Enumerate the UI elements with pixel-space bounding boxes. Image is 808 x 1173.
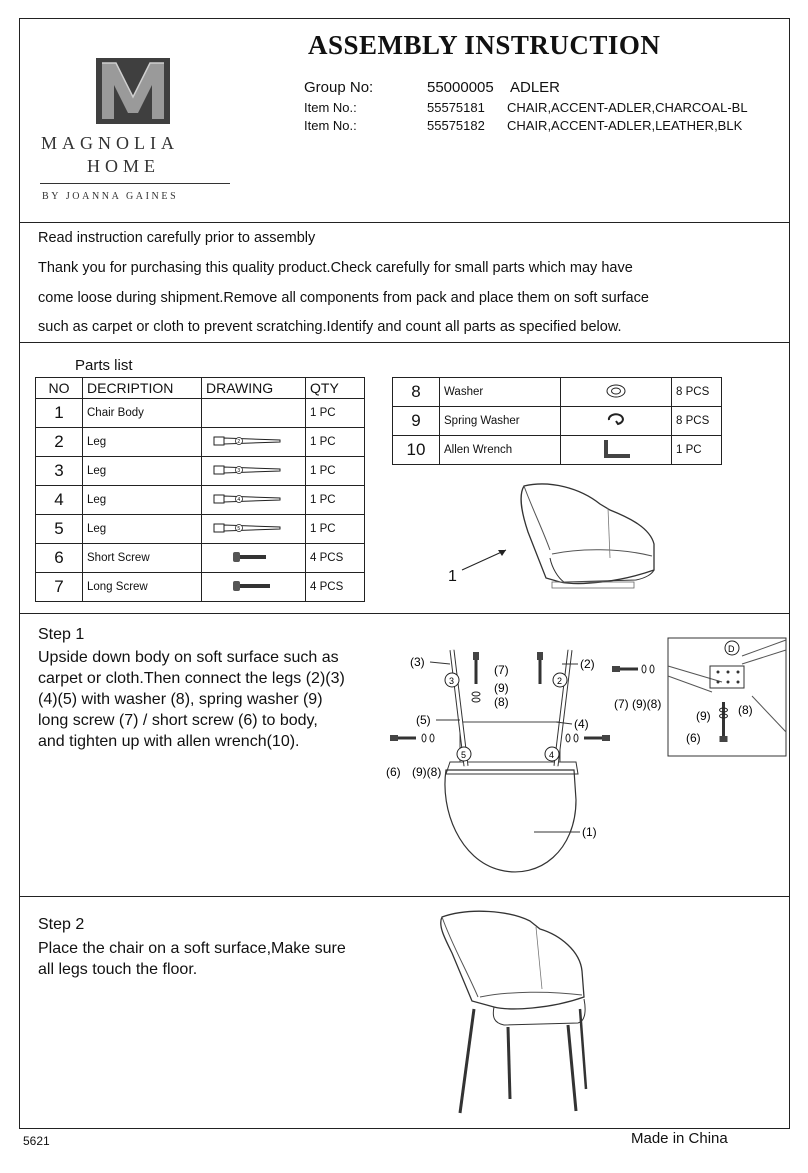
part-qty: 4 PCS [306,544,365,573]
part-desc: Chair Body [83,399,202,428]
label-1: (1) [582,825,597,839]
logo-line3: BY JOANNA GAINES [42,191,179,202]
item-desc-1: CHAIR,ACCENT-ADLER,CHARCOAL-BL [507,100,748,115]
table-row [36,573,365,602]
parts-table-left [35,377,365,602]
item-number-2: 55575182 [427,118,485,133]
part-drawing [202,428,306,457]
detail-d-illustration [612,636,790,760]
label-8: (8) [494,695,509,709]
table-row [36,515,365,544]
item-label-1: Item No.: [304,100,357,115]
label-6-left: (6) [386,765,401,779]
part-qty: 1 PC [306,515,365,544]
leg-icon [206,521,286,535]
label-3: (3) [410,655,425,669]
intro-line-2: Thank you for purchasing this quality product.Check carefully for small parts which may have [38,260,633,276]
part-drawing [202,486,306,515]
label-5: (5) [416,713,431,727]
table-row [36,544,365,573]
col-no: NO [36,378,83,399]
leg-mark: 3 [237,467,241,474]
part-drawing [561,378,672,407]
leg-mark: 5 [237,525,241,532]
label-9-8-left: (9)(8) [412,765,442,779]
part-no: 7 [36,573,83,602]
spring-washer-icon [604,412,628,428]
step1-line-3: (4)(5) with washer (8), spring washer (9) [38,691,323,708]
part-desc: Leg [83,428,202,457]
item-desc-2: CHAIR,ACCENT-ADLER,LEATHER,BLK [507,118,743,133]
part-drawing [202,544,306,573]
part-no: 2 [36,428,83,457]
part-drawing [561,407,672,436]
col-description: DECRIPTION [83,378,202,399]
step2-title: Step 2 [38,916,85,933]
divider-header [19,222,790,223]
circle-d: D [728,644,735,654]
col-drawing: DRAWING [202,378,306,399]
label-2: (2) [580,657,595,671]
leg-icon [206,434,286,448]
assembled-chair-illustration [430,905,600,1125]
group-number: 55000005 [427,79,494,96]
part-drawing [202,399,306,428]
chair-body-illustration [440,478,670,598]
col-qty: QTY [306,378,365,399]
table-row [393,436,722,465]
step2-line-2: all legs touch the floor. [38,961,198,978]
part-qty: 1 PC [306,457,365,486]
part-no: 9 [393,407,440,436]
part-no: 6 [36,544,83,573]
part-qty: 8 PCS [672,407,722,436]
part-no: 8 [393,378,440,407]
part-no: 1 [36,399,83,428]
part-drawing [202,573,306,602]
circle-2: 2 [557,676,563,686]
part-desc: Leg [83,515,202,544]
washer-icon [604,383,628,399]
intro-line-4: such as carpet or cloth to prevent scratching.Identify and count all parts as specified below. [38,319,622,335]
intro-line-1: Read instruction carefully prior to assembly [38,230,316,246]
label-4: (4) [574,717,589,731]
step1-line-2: carpet or cloth.Then connect the legs (2)(3) [38,670,345,687]
table-row [36,486,365,515]
parts-heading: Parts list [75,357,133,374]
part-qty: 4 PCS [306,573,365,602]
divider-parts [19,613,790,614]
part-drawing [561,436,672,465]
logo-line2: HOME [87,156,160,176]
page-title: ASSEMBLY INSTRUCTION [308,30,661,60]
label-9: (9) [494,681,509,695]
item-label-2: Item No.: [304,118,357,133]
parts-table-right [392,377,722,465]
leg-icon [206,463,286,477]
part-drawing [202,515,306,544]
divider-intro [19,342,790,343]
table-row [36,457,365,486]
step1-line-4: long screw (7) / short screw (6) to body, [38,712,318,729]
part-desc: Allen Wrench [440,436,561,465]
table-row [36,428,365,457]
label-7: (7) [494,663,509,677]
divider-step1 [19,896,790,897]
intro-line-3: come loose during shipment.Remove all components from pack and place them on soft surface [38,290,649,306]
circle-4: 4 [549,750,555,760]
step1-line-1: Upside down body on soft surface such as [38,649,339,666]
part-no: 4 [36,486,83,515]
group-name: ADLER [510,79,561,96]
part-desc: Leg [83,486,202,515]
part-desc: Short Screw [83,544,202,573]
table-row [393,407,722,436]
leg-mark: 4 [237,496,241,503]
circle-3: 3 [449,676,455,686]
parts-table-header [36,378,365,399]
leg-mark: 2 [237,438,241,445]
allen-wrench-icon [598,438,634,460]
part-qty: 1 PC [306,428,365,457]
long-screw-icon [206,579,286,593]
chair-callout: 1 [448,568,457,585]
label-6-right: (6) [686,731,701,745]
footer-origin: Made in China [631,1130,728,1147]
short-screw-icon [206,550,286,564]
part-drawing [202,457,306,486]
part-no: 3 [36,457,83,486]
footer-code: 5621 [23,1134,50,1148]
part-no: 5 [36,515,83,544]
logo-rule [40,183,230,184]
brand-logo [40,55,240,215]
logo-line1: MAGNOLIA [41,133,179,153]
part-desc: Washer [440,378,561,407]
part-qty: 1 PC [672,436,722,465]
item-number-1: 55575181 [427,100,485,115]
label-7-9-8-right: (7) (9)(8) [614,697,662,711]
part-qty: 8 PCS [672,378,722,407]
part-desc: Spring Washer [440,407,561,436]
table-row [36,399,365,428]
step1-title: Step 1 [38,626,85,643]
part-qty: 1 PC [306,486,365,515]
label-9-right: (9) [696,709,711,723]
leg-icon [206,492,286,506]
label-8-right: (8) [738,703,753,717]
circle-5: 5 [461,750,467,760]
part-no: 10 [393,436,440,465]
part-qty: 1 PC [306,399,365,428]
part-desc: Leg [83,457,202,486]
table-row [393,378,722,407]
step1-line-5: and tighten up with allen wrench(10). [38,733,300,750]
part-desc: Long Screw [83,573,202,602]
step2-line-1: Place the chair on a soft surface,Make sure [38,940,346,957]
group-label: Group No: [304,79,374,96]
